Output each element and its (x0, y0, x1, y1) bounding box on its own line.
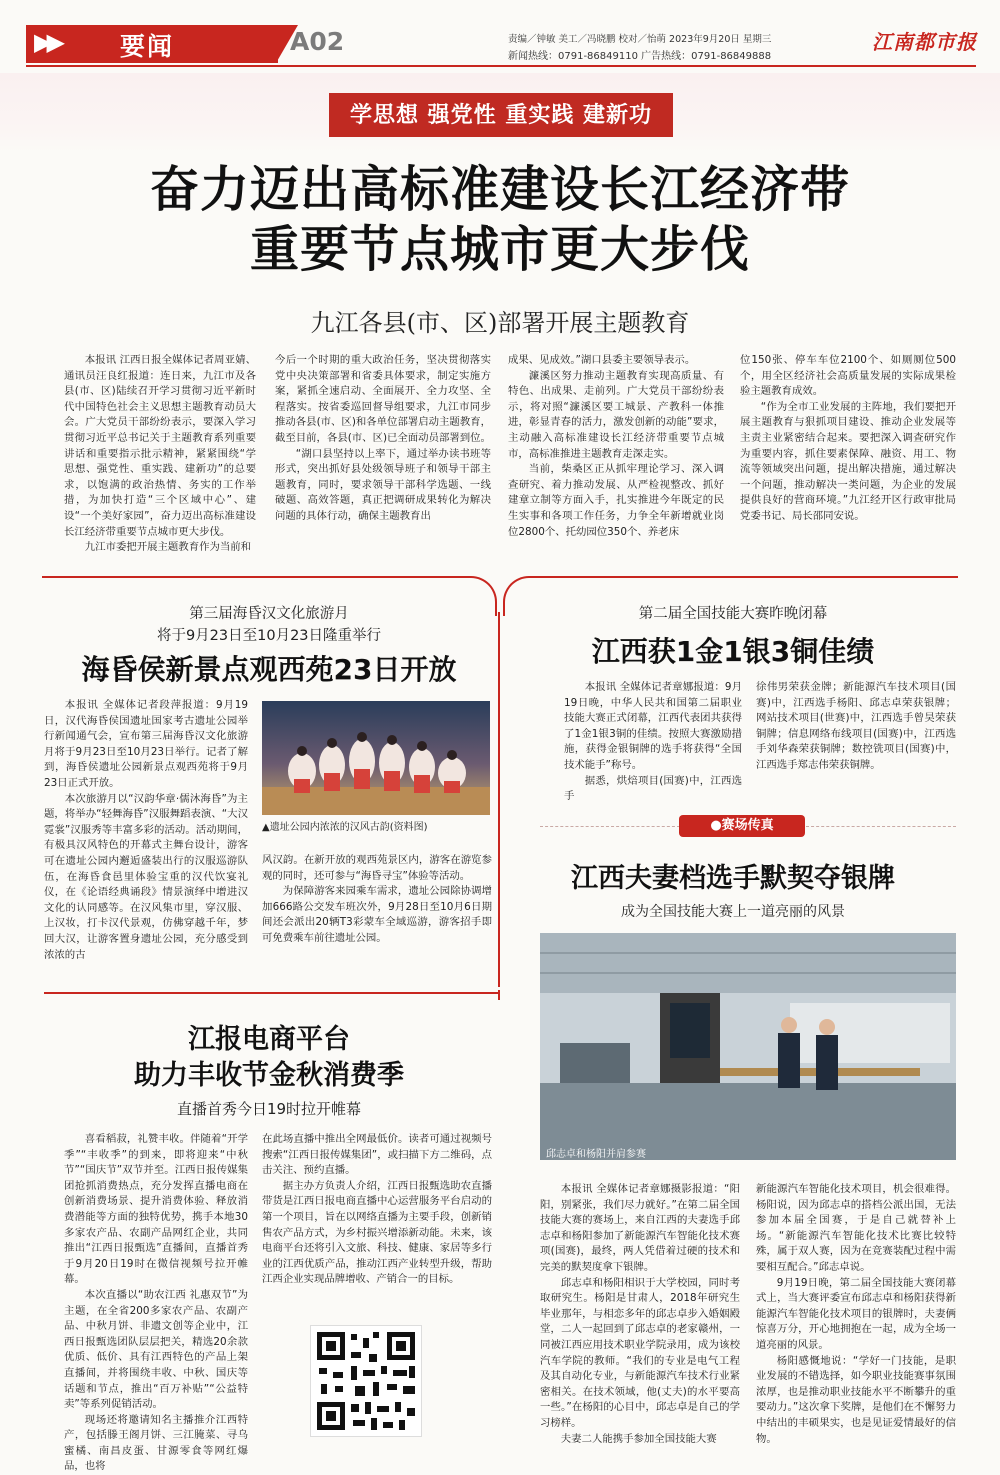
ecommerce-title-line1: 江报电商平台 (188, 1024, 350, 1055)
skills-title: 江西获1金1银3铜佳绩 (591, 635, 875, 668)
newspaper-logo: 江南都市报 (872, 30, 977, 54)
theme-slogan: 学思想 强党性 重实践 建新功 (350, 102, 652, 128)
haihun-photo (262, 701, 490, 815)
tag-rule-right (806, 826, 956, 827)
ecommerce-subtitle: 直播首秀今日19时拉开帷幕 (176, 1100, 362, 1118)
lead-column-4: 位150张、停车车位2100个、如厕厕位500个，用全区经济社会高质量发展的实际成果检验主题教育成效。 “作为全市工业发展的主阵地，我们要把开展主题教育与狠抓项目建设、推动企业发展等主责主业紧密结合起来。要把深入调查研究作为重要内容，抓住要素保障、融资、用工、物流等领域突出问题，提出解决措施，通过解决一个问题，推动解决一类问题，为企业的发展提供良好的营商环境。”九江经开区行政审批局党委书记、局长邵同安说。 (740, 354, 956, 522)
feature-column-2: 新能源汽车智能化技术项目，机会很难得。杨阳说，因为邱志卓的搭档公派出国，无法参加本届全国赛，于是自己就替补上场。“新能源汽车智能化技术比赛比较特殊，属于双人赛，因为在竞赛装配过程中需要相互配合。”邱志卓说。 9月19日晚，第二届全国技能大赛闭幕式上，当大赛评委宣布邱志卓和杨阳获得新能源汽车智能化技术项目的银牌时，夫妻俩惊喜万分，开心地拥抱在一起，成为全场一道亮丽的风景。 杨阳感慨地说：“学好一门技能，是职业发展的不错选择，如今职业技能赛事氛围浓厚，也是推动职业技能水平不断攀升的重要动力。”这次拿下奖牌，是他们在不懈努力中结出的丰硕果实，也是见证爱情最好的信物。 (756, 1183, 956, 1445)
divider-lower (44, 992, 499, 994)
lead-headline-line2: 重要节点城市更大步伐 (249, 221, 750, 278)
divider-lower-join (498, 990, 500, 1000)
hotlines: 新闻热线：0791-86849110 广告热线：0791-86849888 (508, 51, 772, 62)
skills-kicker: 第二届全国技能大赛昨晚闭幕 (638, 606, 828, 622)
haihun-column-1: 本报讯 全媒体记者段萍报道：9月19日，汉代海昏侯国遗址国家考古遗址公园举行新闻通气会，宣布第三届海昏汉文化旅游月将于9月23日至10月23日举行。记者了解到，海昏侯遗址公园新景点观西苑将于9月23日正式开放。 本次旅游月以“汉韵华章·儒沐海昏”为主题，将举办“轻舞海昏”汉服舞蹈表演、“大汉霓裳”汉服秀等丰富多彩的活动。活动期间，有极具汉风特色的开幕式主舞台设计，游客可在遗址公园内邂逅盛装出行的汉服巡游队伍，在海昏食邑里体验宝重的汉代饮宴礼仪，在《论语经典诵段》情景演绎中增进汉文化的认同感等。在汉风集市里，穿汉服、上汉妆，打卡汉代景观，仿佛穿越千年，梦回大汉，让游客置身遗址公园，充分感受到浓浓的古 (44, 699, 248, 961)
ecommerce-title (44, 1022, 494, 1094)
divider-vertical (498, 612, 500, 987)
feature-subtitle: 成为全国技能大赛上一道亮丽的风景 (621, 904, 845, 920)
lead-headline (20, 160, 980, 280)
skills-column-1: 本报讯 全媒体记者章娜报道：9月19日晚，中华人民共和国第二届职业技能大赛正式闭幕，江西代表团共获得了1金1银3铜的佳绩。按照大赛激励措施，获得金银铜牌的选手将获得“全国技术能手”称号。 据悉，烘焙项目(国赛)中，江西选手 (564, 681, 742, 803)
page-number: A02 (290, 27, 345, 56)
lead-headline-line1: 奋力迈出高标准建设长江经济带 (149, 161, 850, 218)
skills-column-2: 徐伟男荣获金牌；新能源汽车技术项目(国赛)中，江西选手杨阳、邱志卓荣获银牌；网站技术项目(世赛)中，江西选手曾昊荣获铜牌；信息网络布线项目(国赛)中，江西选手刘华森荣获铜牌；数控铣项目(国赛)中，江西选手郑志伟荣获铜牌。 (756, 681, 956, 771)
qr-code-icon (311, 1326, 421, 1436)
haihun-title: 海昏侯新景点观西苑23日开放 (81, 653, 457, 686)
ecommerce-column-1: 喜看稻菽，礼赞丰收。伴随着“开学季”“丰收季”的到来，即将迎来“中秋节”“国庆节”双节并至。江西日报传媒集团抢抓消费热点，充分发挥直播电商在创新消费场景、提升消费体验、释放消费潜能等方面的独特优势，携手本地30多家农产品、农副产品网红企业，共同推出“江西日报甄选”直播间，直播首秀于9月20日19时在微信视频号拉开帷幕。 本次直播以“助农江西 礼惠双节”为主题，在全省200多家农产品、农副产品、中秋月饼、非遗文创等企业中，江西日报甄选团队层层把关，精选20余款优质、低价、具有江西特色的产品上架直播间，并将围绕丰收、中秋、国庆等话题和节点，推出“百万补贴”“公益特卖”等系列促销活动。 现场还将邀请知名主播推介江西特产，包括滕王阁月饼、三江腌菜、寻乌蜜橘、南昌皮蛋、甘源零食等网红爆品，也将 (64, 1133, 248, 1473)
haihun-photo-caption: ▲遗址公园内浓浓的汉风古韵(资料图) (262, 822, 428, 833)
section-title: 要闻 (120, 32, 175, 61)
qr-code[interactable] (310, 1325, 422, 1437)
feature-photo (540, 933, 956, 1160)
feature-column-1: 本报讯 全媒体记者章娜摄影报道：“阳阳，别紧张，我们尽力就好。”在第二届全国技能大赛的赛场上，来自江西的夫妻选手邱志卓和杨阳参加了新能源汽车智能化技术赛项(国赛)，最终，两人凭借着过硬的技术和完美的默契度拿下银牌。 邱志卓和杨阳相识于大学校园，同时考取研究生。杨阳是甘肃人，2018年研究生毕业那年，与相恋多年的邱志卓步入婚姻殿堂，二人一起回到了邱志卓的老家赣州，一同被江西应用技术职业学院录用，成为该校汽车学院的教师。“我们的专业是电气工程及其自动化专业，与新能源汽车技术行业紧密相关。在技术领域，他(丈夫)的水平要高一些。”在杨阳的心目中，邱志卓是自己的学习榜样。 夫妻二人能携手参加全国技能大赛 (540, 1183, 740, 1445)
feature-title: 江西夫妻档选手默契夺银牌 (571, 863, 895, 894)
haihun-column-2: 风汉韵。在新开放的观西苑景区内，游客在游览参观的同时，还可参与“海昏寻宝”体验等活动。 为保障游客来园乘车需求，遗址公园除协调增加666路公交发车班次外，9月28日至10月6日期间还会派出20辆T3彩蒙车全域巡游，游客招手即可免费乘车前往遗址公园。 (262, 854, 492, 944)
ecommerce-title-line2: 助力丰收节金秋消费季 (134, 1060, 404, 1091)
double-arrow-icon: ▶▶ (34, 28, 59, 56)
haihun-kicker: 第三届海昏汉文化旅游月 (189, 606, 349, 622)
lead-column-2: 今后一个时期的重大政治任务，坚决贯彻落实党中央决策部署和省委具体要求，制定实施方案，紧抓全速启动、全面展开、全力攻坚、全程落实。按省委巡回督导组要求，九江市同步推动各县(市、区)和各单位部署启动主题教育，截至目前，各县(市、区)已全面动员部署到位。 “湖口县坚持以上率下，通过举办读书班等形式，突出抓好县处级领导班子和领导干部主题教育，同时，要求领导干部科学选题、一线破题、高效答题，真正把调研成果转化为解决问题的具体行动，确保主题教育出 (275, 354, 491, 522)
ecommerce-column-2: 在此场直播中推出全网最低价。读者可通过视频号搜索“江西日报传媒集团”，或扫描下方二维码，点击关注、预约直播。 据主办方负责人介绍，江西日报甄选助农直播带货是江西日报电商直播中心运营服务平台启动的第一个项目，旨在以网络直播为主要手段，创新销售农产品方式，为乡村振兴增添新动能。未来，该电商平台还将引入文旅、科技、健康、家居等多行业的江西优质产品，推动江西产业转型升级，帮助江西企业实现品牌增收、产销合一的目标。 (262, 1133, 492, 1286)
haihun-kicker-2: 将于9月23日至10月23日隆重举行 (156, 628, 382, 644)
lead-column-1: 本报讯 江西日报全媒体记者周亚婧、通讯员汪良红报道：连日来，九江市及各县(市、区)陆续召开学习贯彻习近平新时代中国特色社会主义思想主题教育动员大会。广大党员干部纷纷表示，要深入学习贯彻习近平总书记关于主题教育系列重要讲话和重要指示批示精神，紧紧围绕“学思想、强党性、重实践、建新功”的总要求，以饱满的政治热情、务实的工作举措，为加快打造“三个区域中心”、建设“一个美好家园”，奋力迈出高标准建设长江经济带重要节点城市更大步伐。 九江市委把开展主题教育作为当前和 (64, 354, 256, 554)
editor-credits: 责编／钟敏 美工／冯晓鹏 校对／怡萌 2023年9月20日 星期三 (508, 34, 772, 45)
header-rule (26, 65, 976, 67)
tag-rule-left (540, 826, 680, 827)
lead-column-3: 成果、见成效。”湖口县委主要领导表示。 濂溪区努力推动主题教育实现高质量、有特色、出成果、走前列。广大党员干部纷纷表示，将对照“濂溪区要工城景、产教科一体推进，彰显青春的活力，激发创新的动能”要求，主动融入高标准建设长江经济带重要节点城市，高标准推进主题教育走深走实。 当前，柴桑区正从抓牢理论学习、深入调查研究、着力推动发展、从严检视整改、抓好建章立制等方面入手，扎实推进今年既定的民生实事和各项工作任务，力争全年新增就业岗位2800个、托幼园位350个、养老床 (508, 354, 724, 538)
section-tag: ●赛场传真 (679, 815, 805, 837)
han-dance-performance-image (262, 701, 490, 815)
competition-hall-image (540, 933, 956, 1160)
feature-photo-caption: 邱志卓和杨阳并肩参赛 (546, 1149, 646, 1160)
lead-subheadline: 九江各县(市、区)部署开展主题教育 (310, 309, 690, 337)
